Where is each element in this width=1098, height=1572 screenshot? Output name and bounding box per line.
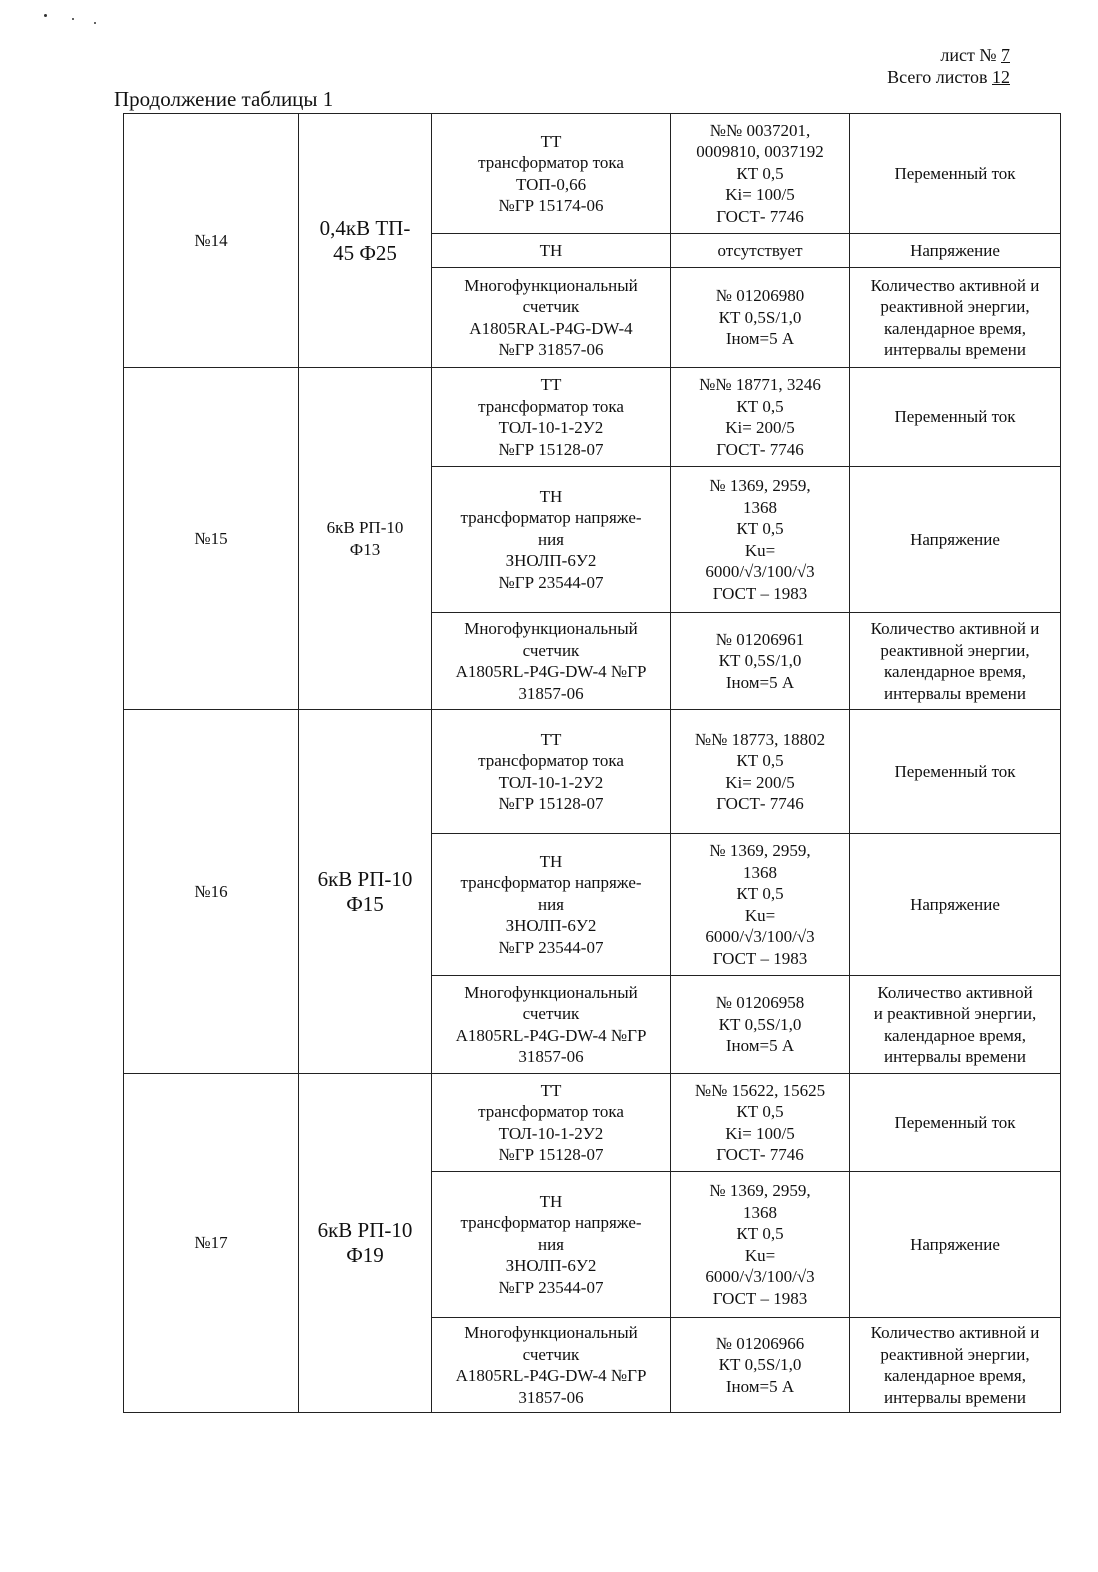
- point-number-text: №15: [194, 528, 228, 548]
- measured-quantity-cell: [850, 834, 1061, 976]
- equipment-line: ТН: [539, 240, 563, 260]
- equipment-line: ния: [537, 1234, 564, 1254]
- equipment-line: А1805RL-P4G-DW-4 №ГР: [455, 1366, 647, 1385]
- table-row: [124, 368, 1061, 467]
- measured-quantity-line: календарное время,: [883, 662, 1027, 681]
- params-line: Ku=: [744, 540, 776, 560]
- params-cell: [671, 1172, 850, 1318]
- measured-quantity-line: реактивной энергии,: [880, 640, 1030, 660]
- params-line: КТ 0,5S/1,0: [718, 651, 802, 671]
- equipment-line: ЗНОЛП-6У2: [505, 916, 597, 936]
- equipment-cell: [432, 368, 671, 467]
- measured-quantity-line: интервалы времени: [884, 1047, 1026, 1066]
- params-cell: [671, 1074, 850, 1172]
- object-name-line: Ф19: [346, 1243, 384, 1267]
- params-line: №№ 18771, 3246: [699, 375, 821, 394]
- params-cell: [671, 1318, 850, 1413]
- equipment-line: трансформатор тока: [478, 153, 624, 172]
- point-number-text: №14: [194, 230, 228, 250]
- equipment-line: счетчик: [522, 640, 580, 660]
- params-line: КТ 0,5: [736, 884, 784, 903]
- object-name-line: 6кВ РП-10: [317, 866, 413, 891]
- equipment-line: ТОП-0,66: [515, 174, 587, 194]
- params-line: № 1369, 2959,: [709, 841, 811, 860]
- equipment-line: ТН: [539, 1191, 563, 1211]
- equipment-line: №ГР 15174-06: [498, 196, 604, 215]
- table-caption: Продолжение таблицы 1: [114, 87, 334, 111]
- params-line: ГОСТ – 1983: [712, 948, 808, 968]
- sheet-number: 7: [1001, 45, 1010, 65]
- params-line: Ku=: [744, 1245, 776, 1265]
- params-line: ГОСТ- 7746: [716, 439, 804, 459]
- measured-quantity-cell: [850, 234, 1061, 268]
- params-line: КТ 0,5: [736, 396, 784, 416]
- total-number: 12: [992, 67, 1010, 87]
- object-name-line: Ф13: [349, 539, 381, 559]
- equipment-line: 31857-06: [518, 1387, 584, 1407]
- measured-quantity-cell: [850, 268, 1061, 368]
- params-line: Ku=: [744, 905, 776, 925]
- equipment-cell: [432, 1318, 671, 1413]
- params-line: КТ 0,5S/1,0: [718, 1014, 802, 1034]
- measured-quantity-line: Напряжение: [910, 894, 1000, 914]
- params-line: отсутствует: [717, 240, 803, 260]
- equipment-cell: [432, 1074, 671, 1172]
- params-line: 0009810, 0037192: [696, 142, 824, 162]
- params-line: № 01206966: [715, 1333, 805, 1353]
- measured-quantity-line: и реактивной энергии,: [873, 1004, 1037, 1023]
- measured-quantity-line: реактивной энергии,: [880, 297, 1030, 316]
- equipment-line: ТТ: [540, 375, 562, 394]
- equipment-line: счетчик: [522, 1344, 580, 1364]
- object-name: [299, 1074, 432, 1413]
- params-line: Iном=5 А: [725, 1036, 795, 1056]
- measured-quantity-line: Напряжение: [910, 240, 1000, 260]
- params-line: Ki= 100/5: [725, 185, 795, 205]
- params-cell: [671, 114, 850, 234]
- params-line: № 01206958: [715, 993, 805, 1013]
- params-line: 6000/√3/100/√3: [705, 562, 815, 581]
- measured-quantity-line: Напряжение: [910, 529, 1000, 549]
- params-line: Ki= 100/5: [725, 1123, 795, 1143]
- measured-quantity-line: интервалы времени: [884, 683, 1026, 703]
- params-line: №№ 15622, 15625: [694, 1080, 826, 1100]
- params-line: Iном=5 А: [725, 672, 795, 692]
- equipment-line: ТОЛ-10-1-2У2: [498, 772, 604, 792]
- params-line: 6000/√3/100/√3: [705, 1267, 815, 1286]
- params-line: КТ 0,5: [736, 519, 784, 538]
- equipment-line: №ГР 31857-06: [498, 340, 604, 359]
- measured-quantity-line: календарное время,: [883, 1025, 1027, 1045]
- params-line: ГОСТ – 1983: [712, 1288, 808, 1308]
- equipment-cell: [432, 976, 671, 1074]
- scan-speck: [72, 18, 74, 20]
- object-name-line: Ф15: [346, 891, 384, 916]
- params-line: 1368: [743, 862, 777, 882]
- params-line: № 01206980: [715, 286, 805, 306]
- params-line: ГОСТ- 7746: [716, 794, 804, 813]
- params-cell: [671, 834, 850, 976]
- equipment-line: Многофункциональный: [464, 982, 638, 1002]
- params-line: Iном=5 А: [725, 1376, 795, 1396]
- equipment-line: трансформатор напряже-: [460, 873, 642, 893]
- equipment-line: ТТ: [540, 131, 562, 151]
- sheet-info: [887, 44, 1010, 88]
- params-cell: [671, 368, 850, 467]
- measured-quantity-line: календарное время,: [883, 1366, 1027, 1385]
- equipment-line: ЗНОЛП-6У2: [505, 551, 597, 571]
- equipment-line: ТН: [539, 851, 563, 871]
- equipment-line: №ГР 23544-07: [498, 1277, 604, 1297]
- params-cell: [671, 710, 850, 834]
- measured-quantity-cell: [850, 1074, 1061, 1172]
- equipment-line: А1805RL-P4G-DW-4 №ГР: [455, 662, 647, 681]
- equipment-line: №ГР 15128-07: [498, 439, 604, 459]
- point-number-text: №17: [194, 1233, 228, 1253]
- params-line: КТ 0,5: [736, 751, 784, 770]
- equipment-cell: [432, 710, 671, 834]
- equipment-cell: [432, 114, 671, 234]
- equipment-cell: [432, 268, 671, 368]
- object-name: [299, 368, 432, 710]
- point-number: [124, 1074, 299, 1413]
- equipment-line: 31857-06: [518, 683, 584, 703]
- equipment-line: А1805RL-P4G-DW-4 №ГР: [455, 1025, 647, 1045]
- table-row: [124, 114, 1061, 234]
- total-sheets-line: [887, 66, 1010, 88]
- params-line: № 01206961: [715, 629, 805, 649]
- equipment-line: А1805RAL-P4G-DW-4: [469, 318, 633, 338]
- params-line: №№ 18773, 18802: [694, 729, 826, 749]
- point-number: [124, 114, 299, 368]
- table-row: [124, 710, 1061, 834]
- params-line: №№ 0037201,: [709, 120, 811, 140]
- point-number: [124, 368, 299, 710]
- params-line: КТ 0,5S/1,0: [718, 1355, 802, 1375]
- object-name-line: 0,4кВ ТП-: [319, 215, 411, 240]
- measured-quantity-line: интервалы времени: [884, 340, 1026, 359]
- total-label: Всего листов: [887, 67, 988, 87]
- sheet-label: лист №: [940, 45, 997, 65]
- params-line: № 1369, 2959,: [709, 1181, 811, 1200]
- params-line: ГОСТ – 1983: [712, 583, 808, 603]
- params-line: 6000/√3/100/√3: [705, 927, 815, 946]
- object-name: [299, 710, 432, 1074]
- equipment-line: трансформатор тока: [478, 396, 624, 416]
- measured-quantity-line: интервалы времени: [884, 1387, 1026, 1407]
- equipment-line: Многофункциональный: [464, 275, 638, 295]
- sheet-number-line: [887, 44, 1010, 66]
- equipment-line: ЗНОЛП-6У2: [505, 1256, 597, 1276]
- measured-quantity-cell: [850, 1318, 1061, 1413]
- equipment-line: ния: [537, 894, 564, 914]
- equipment-line: трансформатор напряже-: [460, 1213, 642, 1233]
- equipment-line: №ГР 23544-07: [498, 937, 604, 957]
- measured-quantity-line: реактивной энергии,: [880, 1344, 1030, 1364]
- equipment-line: ТН: [539, 486, 563, 506]
- params-cell: [671, 467, 850, 613]
- equipment-line: ТТ: [540, 1080, 562, 1100]
- measured-quantity-cell: [850, 613, 1061, 710]
- params-line: Iном=5 А: [725, 329, 795, 349]
- params-cell: [671, 268, 850, 368]
- params-line: ГОСТ- 7746: [716, 206, 804, 226]
- equipment-line: Многофункциональный: [464, 619, 638, 638]
- equipment-line: счетчик: [522, 297, 580, 316]
- measured-quantity-cell: [850, 114, 1061, 234]
- measured-quantity-line: календарное время,: [883, 318, 1027, 338]
- equipment-line: ТТ: [540, 729, 562, 749]
- measured-quantity-cell: [850, 976, 1061, 1074]
- params-line: 1368: [743, 1202, 777, 1222]
- equipment-line: ТОЛ-10-1-2У2: [498, 1123, 604, 1143]
- measured-quantity-line: Количество активной и: [870, 619, 1040, 638]
- equipment-line: Многофункциональный: [464, 1323, 638, 1342]
- object-name-line: 6кВ РП-10: [326, 518, 404, 537]
- table-row: [124, 1074, 1061, 1172]
- equipment-line: №ГР 23544-07: [498, 572, 604, 592]
- measured-quantity-line: Количество активной: [877, 982, 1033, 1002]
- params-cell: [671, 976, 850, 1074]
- equipment-cell: [432, 834, 671, 976]
- params-line: КТ 0,5: [736, 163, 784, 183]
- params-cell: [671, 613, 850, 710]
- params-line: № 1369, 2959,: [709, 476, 811, 495]
- params-line: КТ 0,5: [736, 1224, 784, 1243]
- scan-speck: [44, 14, 47, 17]
- equipment-cell: [432, 467, 671, 613]
- measured-quantity-cell: [850, 368, 1061, 467]
- object-name-line: 6кВ РП-10: [317, 1218, 413, 1242]
- point-number-text: №16: [194, 881, 228, 901]
- measured-quantity-line: Напряжение: [910, 1234, 1000, 1254]
- measured-quantity-cell: [850, 1172, 1061, 1318]
- equipment-line: трансформатор напряже-: [460, 508, 642, 528]
- params-line: Ki= 200/5: [725, 418, 795, 437]
- params-line: ГОСТ- 7746: [716, 1145, 804, 1164]
- equipment-line: №ГР 15128-07: [498, 794, 604, 813]
- params-line: Ki= 200/5: [725, 772, 795, 792]
- equipment-line: трансформатор тока: [478, 1102, 624, 1121]
- params-line: КТ 0,5S/1,0: [718, 307, 802, 327]
- equipment-line: счетчик: [522, 1004, 580, 1023]
- measured-quantity-line: Переменный ток: [894, 163, 1016, 183]
- equipment-line: ния: [537, 529, 564, 549]
- params-line: 1368: [743, 497, 777, 517]
- measured-quantity-cell: [850, 710, 1061, 834]
- equipment-line: ТОЛ-10-1-2У2: [498, 418, 604, 437]
- equipment-line: 31857-06: [518, 1047, 584, 1066]
- measured-quantity-line: Количество активной и: [870, 1323, 1040, 1342]
- point-number: [124, 710, 299, 1074]
- measured-quantity-line: Переменный ток: [894, 407, 1016, 427]
- measured-quantity-line: Количество активной и: [870, 275, 1040, 295]
- scan-speck: [94, 22, 96, 24]
- measured-quantity-cell: [850, 467, 1061, 613]
- object-name: [299, 114, 432, 368]
- equipment-cell: [432, 234, 671, 268]
- measured-quantity-line: Переменный ток: [894, 1112, 1016, 1132]
- params-cell: [671, 234, 850, 268]
- measured-quantity-line: Переменный ток: [894, 761, 1016, 781]
- equipment-cell: [432, 613, 671, 710]
- equipment-line: №ГР 15128-07: [498, 1145, 604, 1164]
- object-name-line: 45 Ф25: [333, 240, 397, 265]
- params-line: КТ 0,5: [736, 1102, 784, 1121]
- equipment-cell: [432, 1172, 671, 1318]
- measurement-table: [123, 113, 1061, 1413]
- equipment-line: трансформатор тока: [478, 751, 624, 770]
